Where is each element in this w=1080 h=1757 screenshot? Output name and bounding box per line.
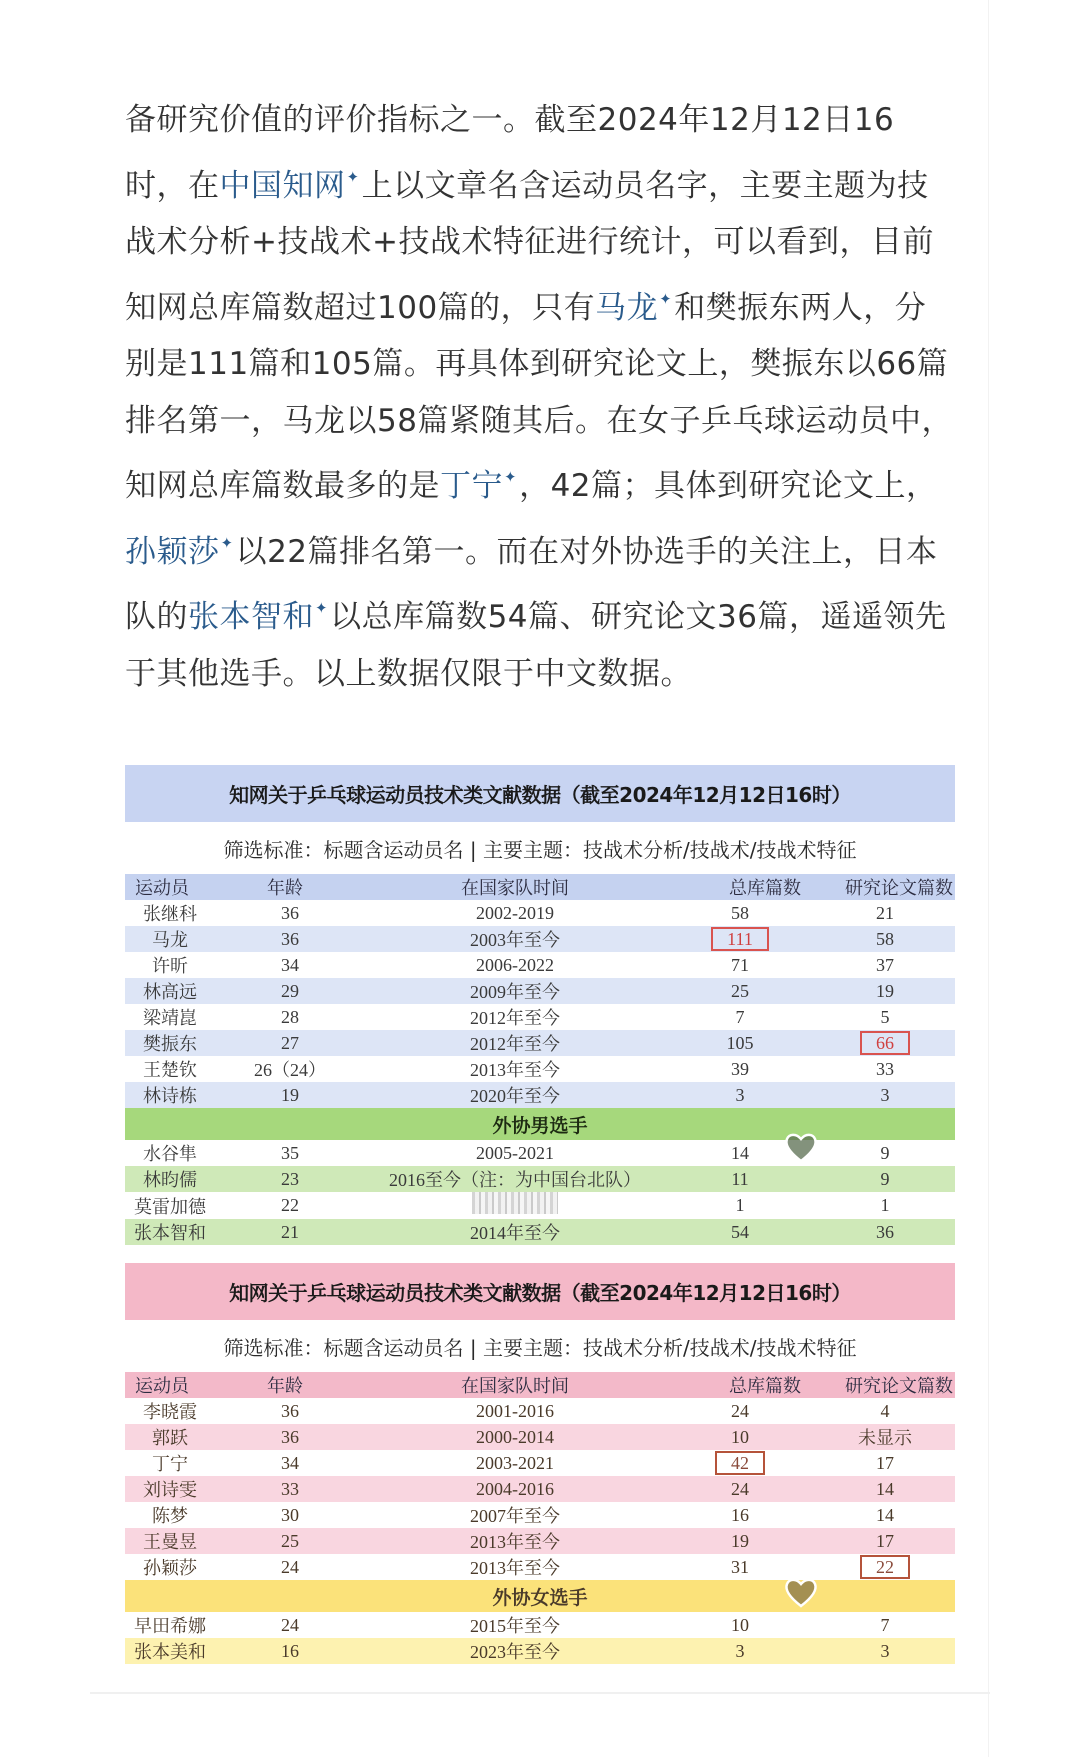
- team-period: 2012年至今: [470, 1034, 560, 1054]
- total-count: 3: [735, 1084, 745, 1105]
- table-row: [125, 900, 955, 926]
- table-row: [125, 926, 955, 952]
- paper-count: 37: [876, 954, 894, 975]
- header-total: 总库篇数: [729, 1376, 801, 1397]
- text-segment: 以22篇排名第一。而在对外协选手的关注上，日本队的: [125, 533, 938, 635]
- athlete-name: 李晓霞: [143, 1402, 197, 1422]
- athlete-name: 丁宁: [152, 1454, 188, 1474]
- paper-count: 14: [876, 1478, 894, 1499]
- table-row: [125, 1528, 955, 1554]
- paper-count-highlighted: [815, 1554, 955, 1580]
- link-ma-long[interactable]: 马龙: [595, 289, 659, 326]
- athlete-age: 21: [281, 1221, 299, 1242]
- total-count: 11: [731, 1168, 749, 1189]
- table-row: [125, 1398, 955, 1424]
- women-table: [125, 1372, 955, 1664]
- men-data-table-image[interactable]: [125, 765, 955, 1243]
- team-period: 2023年至今: [470, 1642, 560, 1662]
- table-header-row: [125, 874, 955, 900]
- team-period: 2006-2022: [476, 954, 554, 975]
- men-table: [125, 874, 955, 1245]
- divider: [90, 1692, 990, 1694]
- total-count: 14: [731, 1142, 749, 1163]
- athlete-age: 34: [281, 1452, 299, 1473]
- paper-count: 17: [876, 1530, 894, 1551]
- team-period: 2003-2021: [476, 1452, 554, 1473]
- team-period: 2012年至今: [470, 1008, 560, 1028]
- table-row: [125, 1140, 955, 1166]
- athlete-age: 25: [281, 1530, 299, 1551]
- team-period: 2020年至今: [470, 1086, 560, 1106]
- header-period: 在国家队时间: [461, 1376, 569, 1397]
- athlete-age: 22: [281, 1195, 299, 1215]
- paper-count: 4: [880, 1400, 890, 1421]
- athlete-age: 26（24）: [254, 1060, 326, 1080]
- sparkle-icon: ✦: [315, 599, 329, 617]
- total-count: 16: [731, 1504, 749, 1525]
- athlete-name: 林诗栋: [143, 1086, 197, 1106]
- page-edge: [988, 0, 989, 1757]
- table-row: [125, 952, 955, 978]
- header-papers: 研究论文篇数: [845, 878, 953, 899]
- team-period: 2003年至今: [470, 930, 560, 950]
- team-period: 2000-2014: [476, 1426, 554, 1447]
- link-harimoto-tomokazu[interactable]: 张本智和: [188, 599, 314, 635]
- athlete-age: 35: [281, 1142, 299, 1163]
- table-row: [125, 1056, 955, 1082]
- athlete-age: 27: [281, 1032, 299, 1053]
- sparkle-icon: ✦: [220, 533, 234, 552]
- total-count: 24: [731, 1400, 749, 1421]
- total-count: 31: [731, 1556, 749, 1577]
- section-label: 外协女选手: [125, 1580, 955, 1612]
- paper-count: 58: [876, 928, 894, 949]
- paper-count: 14: [876, 1504, 894, 1525]
- paper-count: 7: [880, 1614, 890, 1635]
- highlight-box: 66: [860, 1031, 910, 1055]
- athlete-name: 水谷隼: [143, 1144, 197, 1164]
- text-segment: 以总库篇数54篇、研究论文36篇，遥遥领先于其他选手。以上数据仅限于中文数据。: [125, 599, 947, 692]
- paper-count: 17: [876, 1452, 894, 1473]
- section-header-row: [125, 1580, 955, 1612]
- link-sun-yingsha[interactable]: 孙颖莎: [125, 533, 220, 570]
- athlete-name: 王楚钦: [143, 1060, 197, 1080]
- table-row: [125, 1192, 955, 1219]
- total-count: 1: [735, 1195, 745, 1215]
- total-count: 25: [731, 980, 749, 1001]
- athlete-age: 36: [281, 902, 299, 923]
- athlete-name: 樊振东: [143, 1034, 197, 1054]
- highlight-box: 22: [860, 1555, 910, 1579]
- paper-count: 3: [880, 1084, 890, 1105]
- athlete-age: 34: [281, 954, 299, 975]
- table-row: [125, 1004, 955, 1030]
- heart-icon[interactable]: [784, 1575, 818, 1609]
- article-body: [125, 92, 955, 702]
- athlete-name: 刘诗雯: [143, 1480, 197, 1500]
- header-athlete: 运动员: [135, 1376, 189, 1397]
- text-segment: ，42篇；具体到研究论文上，: [519, 468, 938, 504]
- header-papers: 研究论文篇数: [845, 1376, 953, 1397]
- athlete-age: 16: [281, 1640, 299, 1661]
- athlete-name: 张继科: [143, 904, 197, 924]
- total-count: 10: [731, 1614, 749, 1635]
- table-row: [125, 1502, 955, 1528]
- table-title: 知网关于乒乓球运动员技术类文献数据（截至2024年12月12日16时）: [125, 765, 955, 822]
- table-row: [125, 1424, 955, 1450]
- faint-watermark: [755, 1658, 975, 1686]
- athlete-age: 29: [281, 980, 299, 1001]
- athlete-name: 早田希娜: [134, 1616, 206, 1636]
- table-subtitle: 筛选标准：标题含运动员名 | 主要主题：技战术分析/技战术/技战术特征: [223, 837, 857, 862]
- total-count-highlighted: [665, 1450, 815, 1476]
- athlete-age: 24: [281, 1556, 299, 1577]
- team-period: 2005-2021: [476, 1142, 554, 1163]
- table-row: [125, 1166, 955, 1192]
- sparkle-icon: ✦: [346, 167, 360, 186]
- team-period: 2007年至今: [470, 1506, 560, 1526]
- athlete-name: 陈梦: [152, 1506, 188, 1526]
- team-period: 2016至今（注：为中国台北队）: [389, 1170, 641, 1190]
- blurred-region: [472, 1192, 558, 1214]
- athlete-name: 林昀儒: [143, 1170, 197, 1190]
- table-row: [125, 1554, 955, 1580]
- table-subtitle: 筛选标准：标题含运动员名 | 主要主题：技战术分析/技战术/技战术特征: [223, 1335, 857, 1360]
- paper-count-highlighted: [815, 1030, 955, 1056]
- paper-count: 5: [880, 1006, 890, 1027]
- table-row: [125, 1030, 955, 1056]
- team-period: 2014年至今: [470, 1223, 560, 1243]
- athlete-name: 梁靖崑: [143, 1008, 197, 1028]
- athlete-name: 莫雷加德: [134, 1196, 206, 1217]
- article-paragraph: [125, 92, 955, 702]
- text-segment: 备研究价值的评价指标之一。截至2024年12月12日16时，在: [125, 102, 895, 204]
- table-header-row: [125, 1372, 955, 1398]
- highlight-box: 111: [711, 927, 769, 951]
- athlete-name: 郭跃: [152, 1428, 188, 1448]
- total-count: 24: [731, 1478, 749, 1499]
- athlete-age: 33: [281, 1478, 299, 1499]
- paper-count: 21: [876, 902, 894, 923]
- table-row: [125, 1612, 955, 1638]
- total-count-highlighted: [665, 926, 815, 952]
- women-data-table-image[interactable]: [125, 1263, 955, 1662]
- section-label: 外协男选手: [125, 1108, 955, 1140]
- header-total: 总库篇数: [729, 878, 801, 899]
- athlete-age: 36: [281, 928, 299, 949]
- team-period: 2013年至今: [470, 1060, 560, 1080]
- total-count: 39: [731, 1058, 749, 1079]
- total-count: 3: [735, 1640, 745, 1661]
- text-segment: 上以文章名含运动员名字，主要主题为技战术分析+技战术+技战术特征进行统计，可以看到，目前知网总库篇数超过100篇的，只有: [125, 167, 934, 326]
- athlete-age: 24: [281, 1614, 299, 1635]
- highlight-box: 42: [715, 1451, 765, 1475]
- table-title: 知网关于乒乓球运动员技术类文献数据（截至2024年12月12日16时）: [125, 1263, 955, 1320]
- athlete-age: 19: [281, 1084, 299, 1105]
- link-ding-ning[interactable]: 丁宁: [440, 468, 503, 504]
- paper-count: 19: [876, 980, 894, 1001]
- paper-count: 36: [876, 1221, 894, 1242]
- sparkle-icon: ✦: [659, 289, 673, 308]
- paper-count: 未显示: [858, 1428, 912, 1448]
- table-row: [125, 1082, 955, 1108]
- team-period: 2001-2016: [476, 1400, 554, 1421]
- athlete-name: 孙颖莎: [143, 1558, 197, 1578]
- heart-icon[interactable]: [784, 1130, 818, 1164]
- total-count: 105: [726, 1032, 754, 1053]
- table-row: [125, 978, 955, 1004]
- total-count: 7: [735, 1006, 745, 1027]
- total-count: 58: [731, 902, 749, 923]
- athlete-name: 林高远: [143, 982, 197, 1002]
- paper-count: 3: [880, 1640, 890, 1661]
- total-count: 71: [731, 954, 749, 975]
- athlete-age: 30: [281, 1504, 299, 1525]
- athlete-name: 马龙: [152, 930, 188, 950]
- team-period: 2013年至今: [470, 1532, 560, 1552]
- team-period-obscured: [365, 1192, 665, 1219]
- table-row: [125, 1450, 955, 1476]
- athlete-age: 36: [281, 1426, 299, 1447]
- team-period: 2013年至今: [470, 1558, 560, 1578]
- header-age: 年龄: [267, 878, 303, 899]
- header-age: 年龄: [267, 1376, 303, 1397]
- team-period: 2015年至今: [470, 1616, 560, 1636]
- table-row: [125, 1476, 955, 1502]
- athlete-name: 张本智和: [134, 1223, 206, 1243]
- link-cnki[interactable]: 中国知网: [219, 167, 346, 204]
- total-count: 54: [731, 1221, 749, 1242]
- paper-count: 33: [876, 1058, 894, 1079]
- team-period: 2004-2016: [476, 1478, 554, 1499]
- total-count: 19: [731, 1530, 749, 1551]
- text-segment: 和樊振东两人，分别是111篇和105篇。再具体到研究论文上，樊振东以66篇排名第一，马龙以58篇紧随其后。在女子乒乓球运动员中，知网总库篇数最多的是: [125, 289, 953, 504]
- athlete-name: 王曼昱: [143, 1532, 197, 1552]
- header-athlete: 运动员: [135, 878, 189, 899]
- table-row: [125, 1219, 955, 1245]
- athlete-age: 23: [281, 1168, 299, 1189]
- paper-count: 9: [880, 1168, 890, 1189]
- athlete-name: 许昕: [152, 956, 188, 976]
- team-period: 2009年至今: [470, 982, 560, 1002]
- total-count: 10: [731, 1426, 749, 1447]
- team-period: 2002-2019: [476, 902, 554, 923]
- paper-count: 1: [880, 1195, 890, 1215]
- athlete-age: 36: [281, 1400, 299, 1421]
- header-period: 在国家队时间: [461, 878, 569, 899]
- section-header-row: [125, 1108, 955, 1140]
- athlete-name: 张本美和: [134, 1642, 206, 1662]
- sparkle-icon: ✦: [504, 468, 518, 486]
- paper-count: 9: [880, 1142, 890, 1163]
- athlete-age: 28: [281, 1006, 299, 1027]
